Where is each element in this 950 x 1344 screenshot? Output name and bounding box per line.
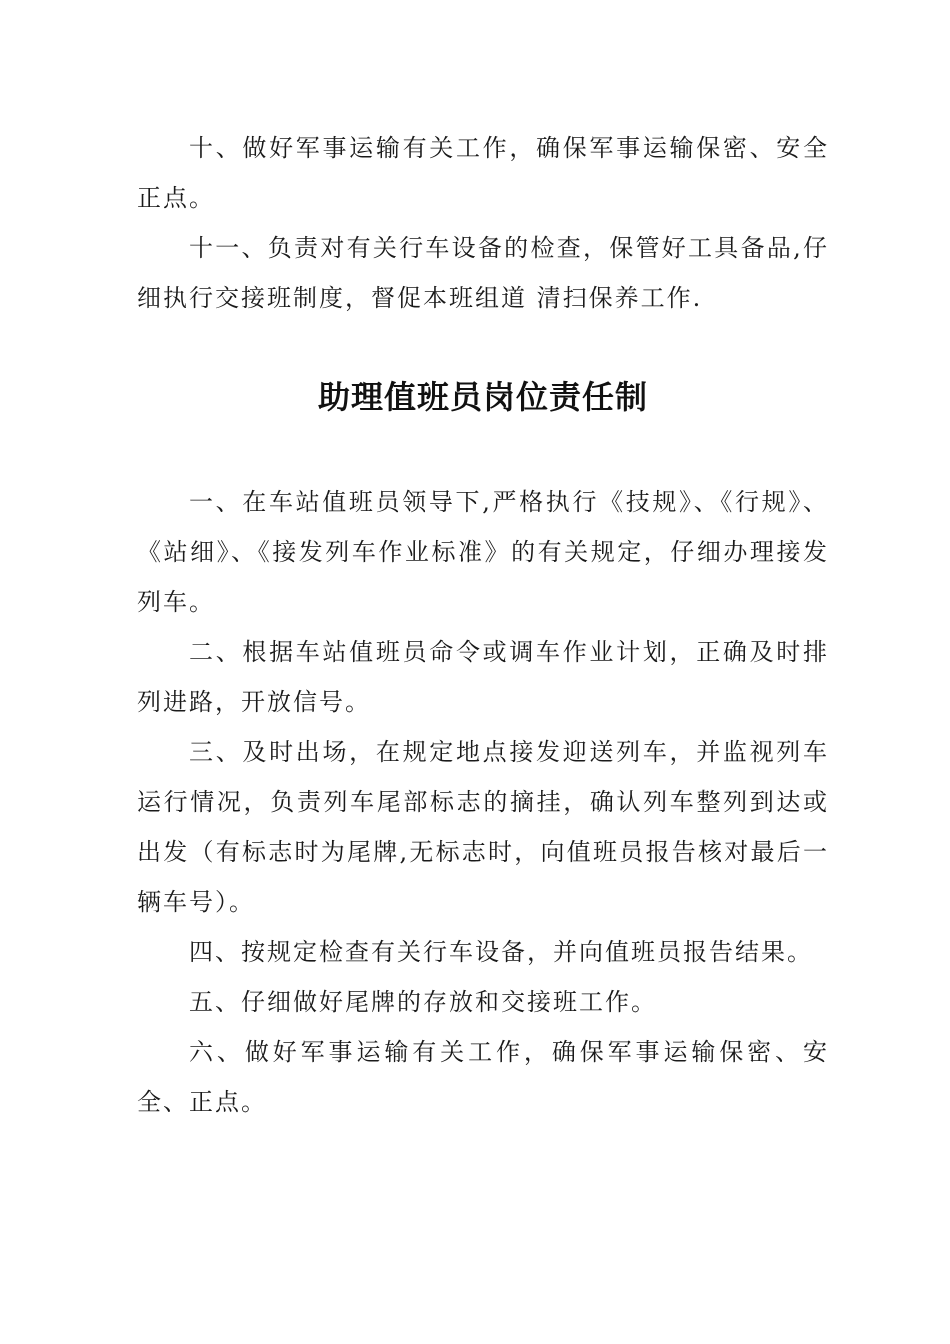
duty-item-5: 五、仔细做好尾牌的存放和交接班工作。 xyxy=(189,988,657,1016)
duty-item-6: 六、做好军事运输有关工作，确保军事运输保密、安全、正点。 xyxy=(137,1038,829,1116)
duty-item-1: 一、在车站值班员领导下,严格执行《技规》、《行规》、《站细》、《接发列车作业标准》的有关规定，仔细办理接发列车。 xyxy=(137,488,829,616)
paragraph-item-10: 十、做好军事运输有关工作，确保军事运输保密、安全正点。 xyxy=(137,134,829,212)
paragraph-item-11: 十一、负责对有关行车设备的检查，保管好工具备品,仔细执行交接班制度，督促本班组道 清扫保养工作. xyxy=(137,234,829,312)
duty-item-2: 二、根据车站值班员命令或调车作业计划，正确及时排列进路，开放信号。 xyxy=(137,638,829,716)
duty-item-3: 三、及时出场，在规定地点接发迎送列车，并监视列车运行情况，负责列车尾部标志的摘挂，确认列车整列到达或出发（有标志时为尾牌,无标志时，向值班员报告核对最后一辆车号）。 xyxy=(137,738,829,916)
section-title: 助理值班员岗位责任制 xyxy=(317,378,648,416)
duty-item-4: 四、按规定检查有关行车设备，并向值班员报告结果。 xyxy=(189,938,813,966)
document-body xyxy=(137,123,829,1127)
